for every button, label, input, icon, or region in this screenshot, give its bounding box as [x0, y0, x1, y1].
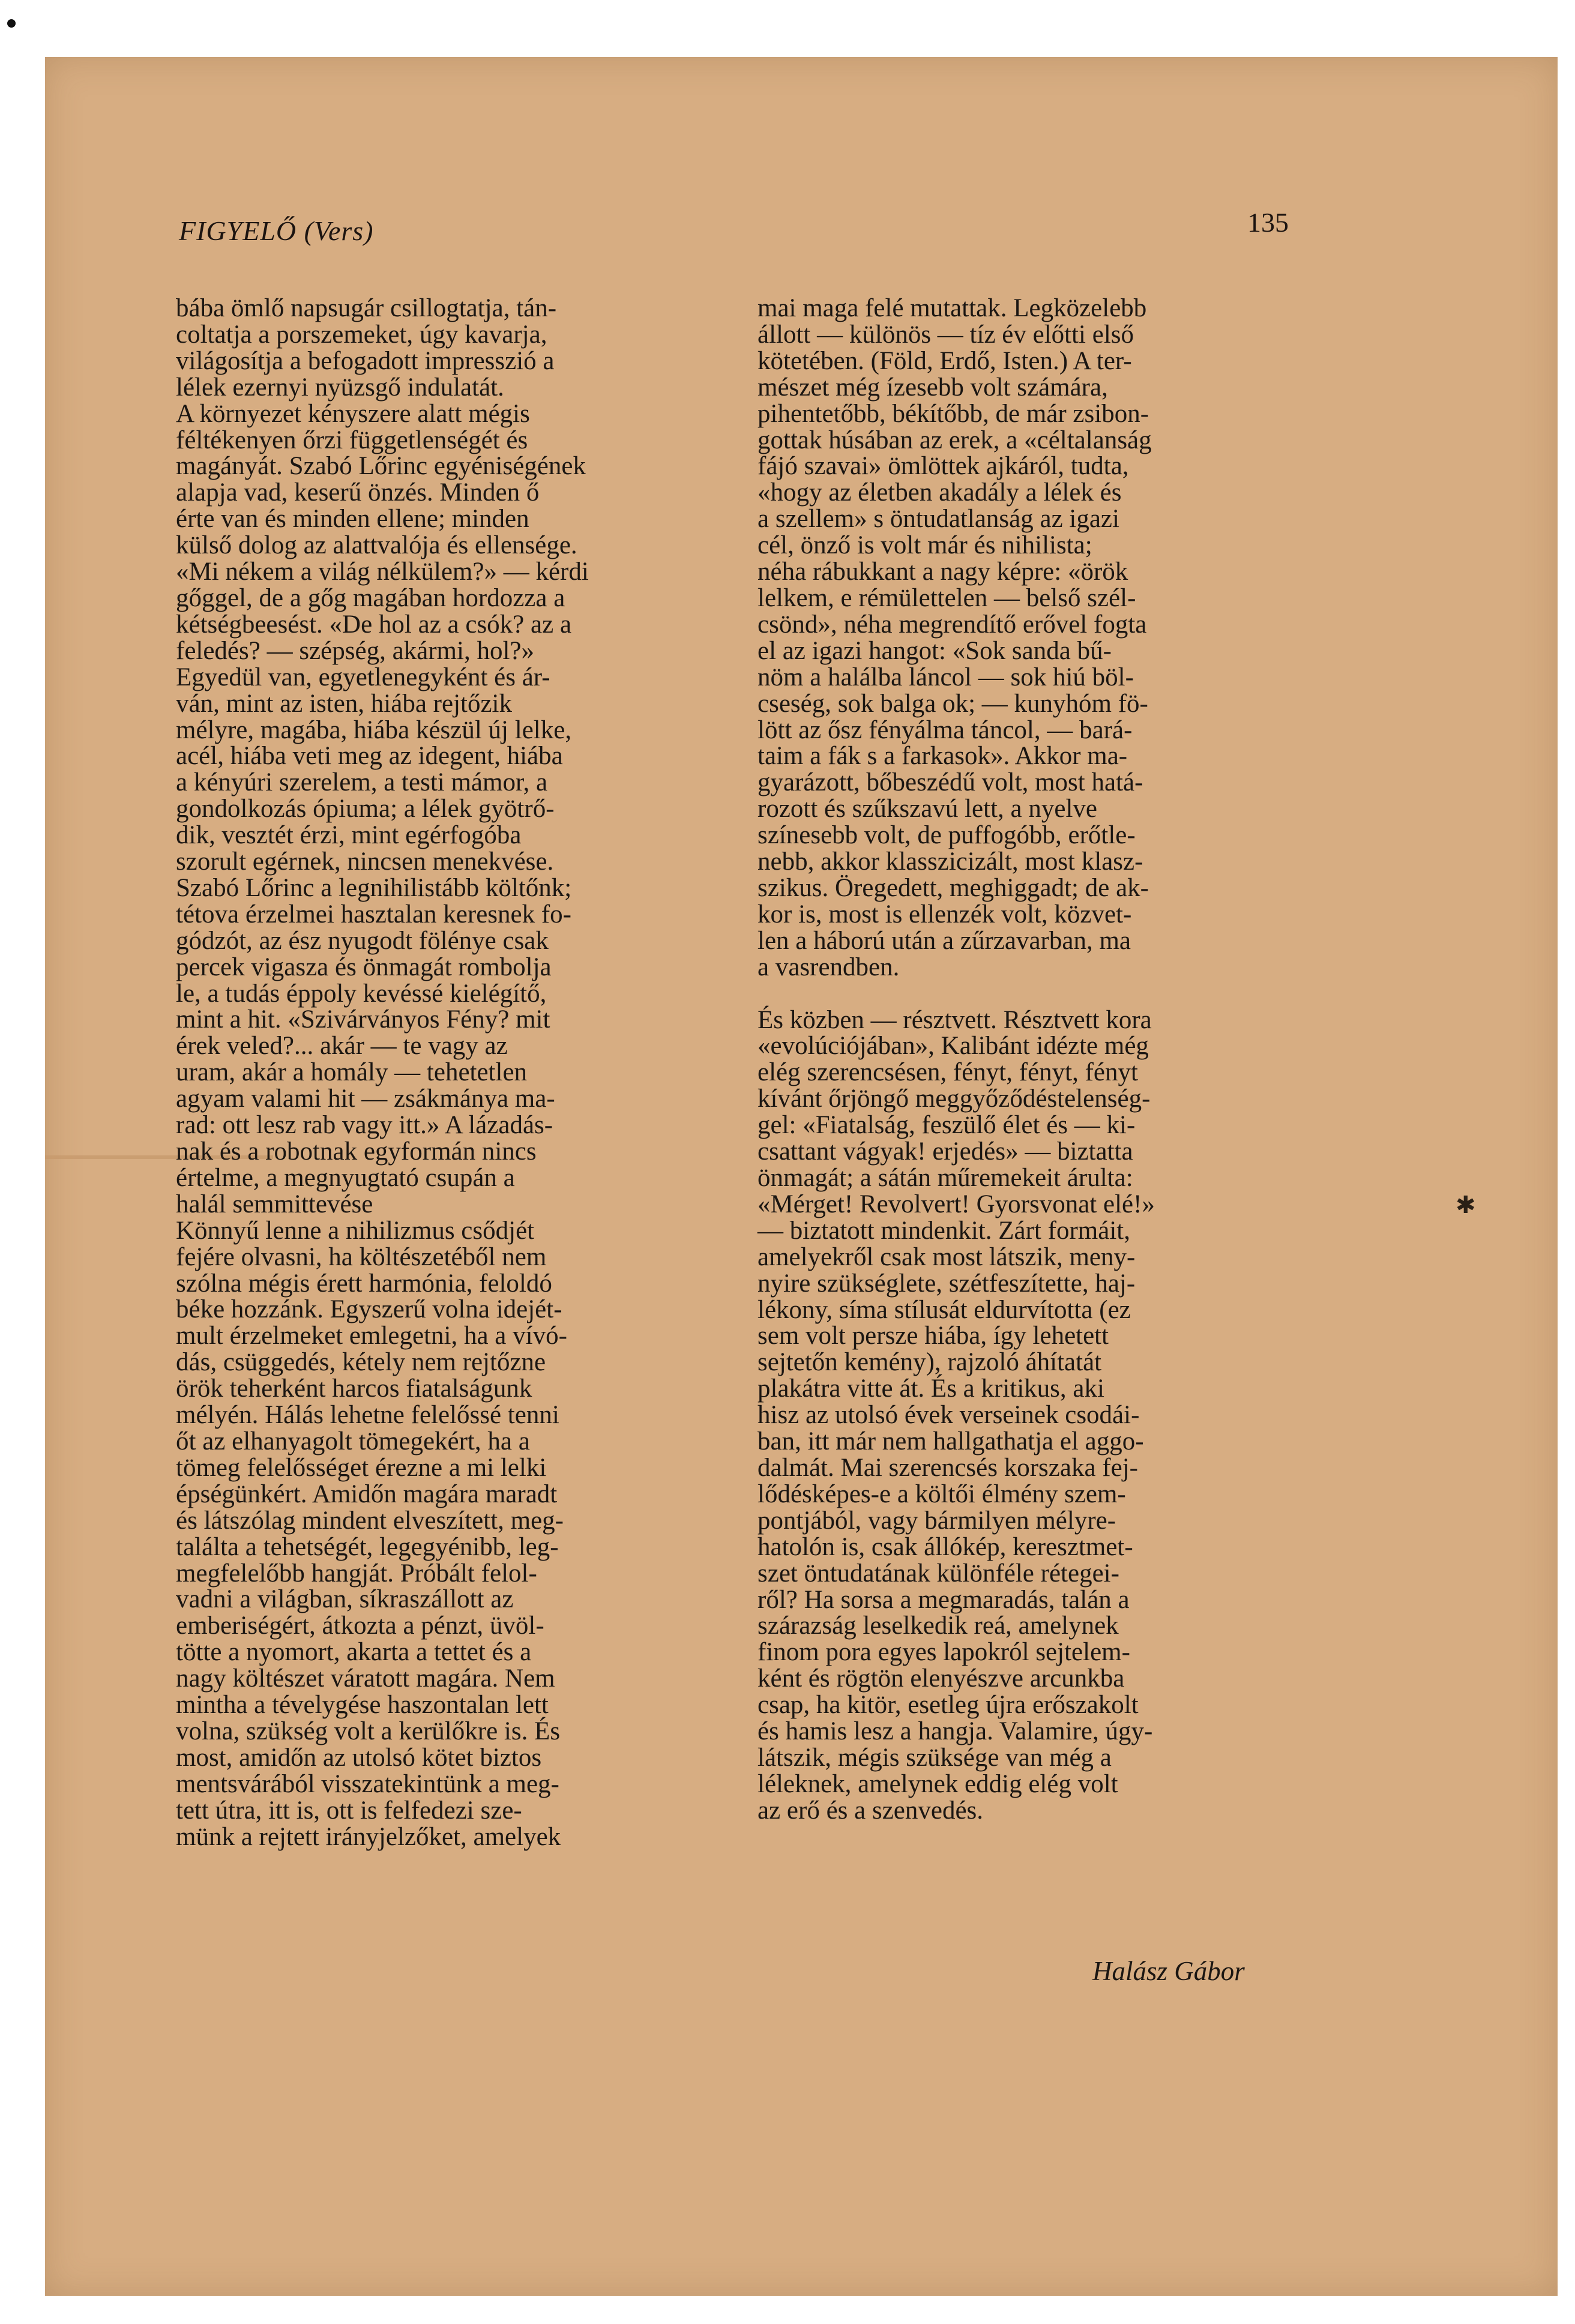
running-header-title: FIGYELŐ (Vers) [179, 215, 374, 246]
page-number: 135 [1247, 207, 1289, 238]
ink-speck [7, 19, 16, 28]
right-column-paragraph-2: És közben — résztvett. Résztvett kora «evolúciójában», Kalibánt idézte még elég szerencsésen, fényt, fényt, fényt kívánt őrjöngő meggyőződéstelenség- gel: «Fiatalság, feszülő élet és — ki- csattant vágyak! erjedés» — biztatta önmagát; a sátán műremekeit árulta: «Mérget! Revolvert! Gyorsvonat elé!» — biztatott mindenkit. Zárt formáit, amelyekről csak most látszik, meny- nyire szükséglete, szétfeszítette, haj- lékony, síma stílusát eldurvította (ez sem volt persze hiába, így lehetett sejtetőn kemény), rajzoló áhítatát plakátra vitte át. És a kritikus, aki hisz az utolsó évek verseinek csodái- ban, itt már nem hallgathatja el aggo- dalmát. Mai szerencsés korszaka fej- lődésképes-e a költői élmény szem- pontjából, vagy bármilyen mélyre- hatolón is, csak állókép, keresztmet- szet öntudatának különféle rétegei- ről? Ha sorsa a megmaradás, talán a szárazság leselkedik reá, amelynek finom pora egyes lapokról sejtelem- ként és rögtön elenyészve arcunkba csap, ha kitör, esetleg újra erőszakolt és hamis lesz a hangja. Valamire, úgy- látszik, mégis szüksége van még a léleknek, amelynek eddig elég volt az erő és a szenvedés. [757, 1005, 1155, 1825]
left-column [176, 295, 711, 1850]
author-signature: Halász Gábor [1092, 1956, 1245, 1986]
right-column [757, 295, 1295, 1824]
left-column-text: bába ömlő napsugár csillogtatja, tán- coltatja a porszemeket, úgy kavarja, világosítja a befogadott impresszió a lélek ezernyi nyüzsgő indulatát. A környezet kényszere alatt mégis féltékenyen őrzi függetlenségét és magányát. Szabó Lőrinc egyéniségének alapja vad, keserű önzés. Minden ő érte van és minden ellene; minden külső dolog az alattvalója és ellensége. «Mi nékem a világ nélkülem?» — kérdi gőggel, de a gőg magában hordozza a kétségbeesést. «De hol az a csók? az a feledés? — szépség, akármi, hol?» Egyedül van, egyetlenegyként és ár- ván, mint az isten, hiába rejtőzik mélyre, magába, hiába készül új lelke, acél, hiába veti meg az idegent, hiába a kényúri szerelem, a testi mámor, a gondolkozás ópiuma; a lélek gyötrő- dik, vesztét érzi, mint egérfogóba szorult egérnek, nincsen menekvése. Szabó Lőrinc a legnihilistább költőnk; tétova érzelmei hasztalan keresnek fo- gódzót, az ész nyugodt fölénye csak percek vigasza és önmagát rombolja le, a tudás éppoly kevéssé kielégítő, mint a hit. «Szivárványos Fény? mit érek veled?... akár — te vagy az uram, akár a homály — tehetetlen agyam valami hit — zsákmánya ma- rad: ott lesz rab vagy itt.» A lázadás- nak és a robotnak egyformán nincs értelme, a megnyugtató csupán a halál semmittevése Könnyű lenne a nihilizmus csődjét fejére olvasni, ha költészetéből nem szólna mégis érett harmónia, feloldó béke hozzánk. Egyszerű volna idejét- mult érzelmeket emlegetni, ha a vívó- dás, csüggedés, kétely nem rejtőzne örök teherként harcos fiatalságunk mélyén. Hálás lehetne felelőssé tenni őt az elhanyagolt tömegekért, ha a tömeg felelősséget érezne a mi lelki épségünkért. Amidőn magára maradt és látszólag mindent elveszített, meg- találta a tehetségét, legegyénibb, leg- megfelelőbb hangját. Próbált felol- vadni a világban, síkraszállott az emberiségért, átkozta a pénzt, üvöl- tötte a nyomort, akarta a tettet és a nagy költészet váratott magára. Nem mintha a tévelygése haszontalan lett volna, szükség volt a kerülőkre is. És most, amidőn az utolsó kötet biztos mentsvárából visszatekintünk a meg- tett útra, itt is, ott is felfedezi sze- münk a rejtett irányjelzőket, amelyek [176, 294, 589, 1851]
right-column-paragraph-1: mai maga felé mutattak. Legközelebb állott — különös — tíz év előtti első kötetében. (Föld, Erdő, Isten.) A ter- mészet még ízesebb volt számára, pihentetőbb, békítőbb, de már zsibon- gottak húsában az erek, a «céltalanság fájó szavai» ömlöttek ajkáról, tudta, «hogy az életben akadály a lélek és a szellem» s öntudatlanság az igazi cél, önző is volt már és nihilista; néha rábukkant a nagy képre: «örök lelkem, e rémülettelen — belső szél- csönd», néha megrendítő erővel fogta el az igazi hangot: «Sok sanda bű- nöm a halálba láncol — sok hiú böl- cseség, sok balga ok; — kunyhóm fö- lött az ősz fényálma táncol, — bará- taim a fák s a farkasok». Akkor ma- gyarázott, bőbeszédű volt, most hatá- rozott és szűkszavú lett, a nyelve színesebb volt, de puffogóbb, erőtle- nebb, akkor klasszicizált, most klasz- szikus. Öregedett, meghiggadt; de ak- kor is, most is ellenzék volt, közvet- len a háború után a zűrzavarban, ma a vasrendben. [757, 294, 1152, 981]
margin-ink-mark: ✱ [1456, 1191, 1476, 1219]
